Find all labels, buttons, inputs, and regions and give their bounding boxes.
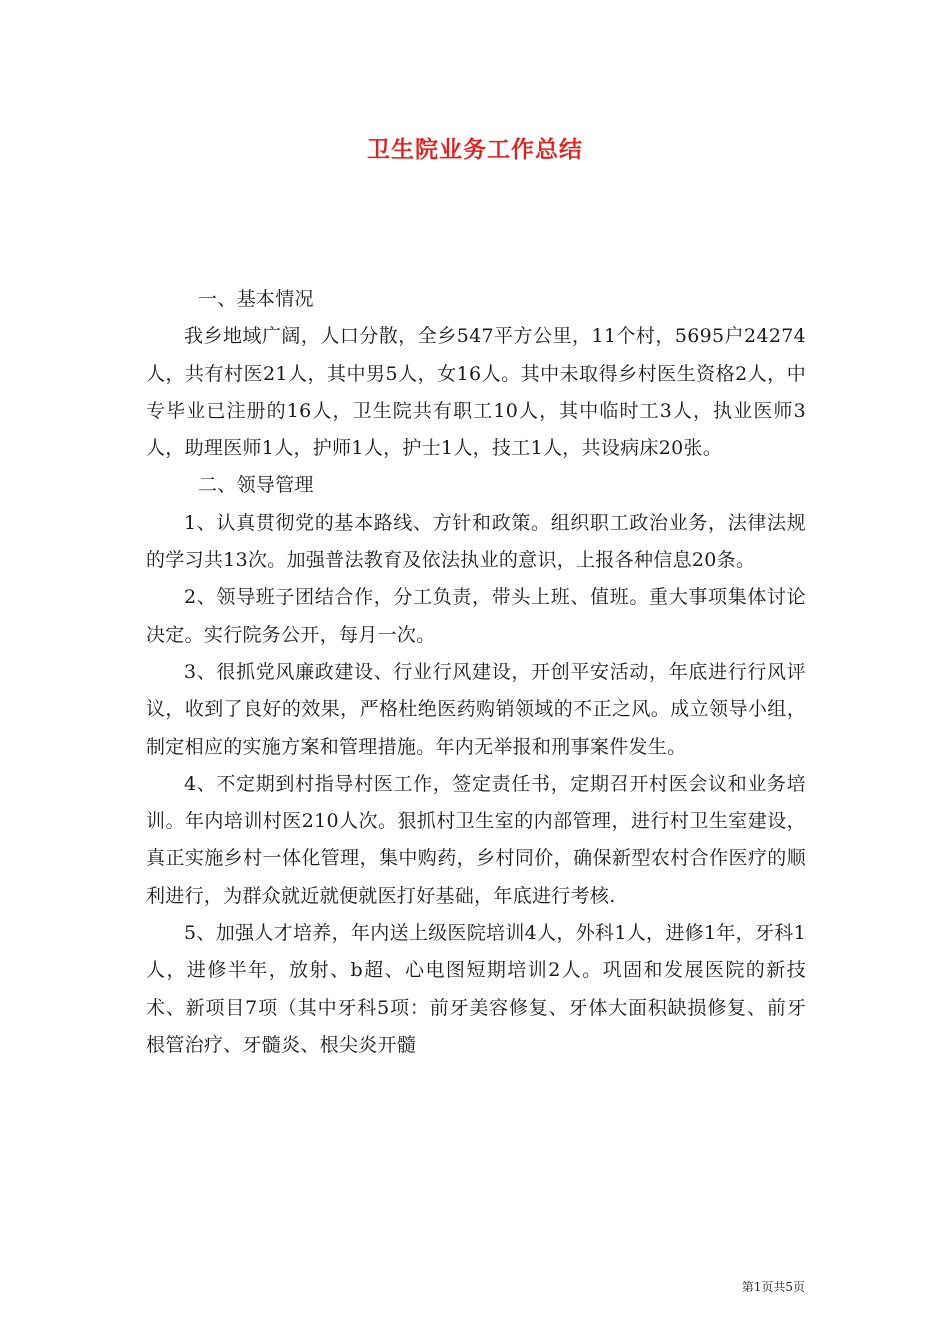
document-body [146, 281, 806, 1064]
body-paragraph: 我乡地域广阔，人口分散，全乡547平方公里，11个村，5695户24274人，共有村医21人，其中男5人，女16人。其中未取得乡村医生资格2人，中专毕业已注册的16人，卫生院共有职工10人，其中临时工3人，执业医师3人，助理医师1人，护师1人，护士1人，技工1人，共设病床20张。 [146, 325, 806, 460]
body-paragraph: 3、很抓党风廉政建设、行业行风建设，开创平安活动，年底进行行风评议，收到了良好的效果，严格杜绝医药购销领域的不正之风。成立领导小组，制定相应的实施方案和管理措施。年内无举报和刑事案件发生。 [146, 660, 806, 758]
body-paragraph: 4、不定期到村指导村医工作，签定责任书，定期召开村医会议和业务培训。年内培训村医210人次。狠抓村卫生室的内部管理，进行村卫生室建设，真正实施乡村一体化管理，集中购药，乡村同价，确保新型农村合作医疗的顺利进行，为群众就近就便就医打好基础，年底进行考核. [146, 772, 806, 907]
page-number: 第1页共5页 [741, 1280, 805, 1294]
body-paragraph: 2、领导班子团结合作，分工负责，带头上班、值班。重大事项集体讨论决定。实行院务公开，每月一次。 [146, 586, 806, 646]
body-paragraph: 5、加强人才培养，年内送上级医院培训4人，外科1人，进修1年，牙科1人，进修半年，放射、b超、心电图短期培训2人。巩固和发展医院的新技术、新项目7项（其中牙科5项：前牙美容修复、牙体大面积缺损修复、前牙根管治疗、牙髓炎、根尖炎开髓 [146, 922, 806, 1056]
body-paragraph: 1、认真贯彻党的基本路线、方针和政策。组织职工政治业务，法律法规的学习共13次。加强普法教育及依法执业的意识，上报各种信息20条。 [146, 511, 806, 572]
page-title: 卫生院业务工作总结 [367, 136, 583, 163]
section-heading: 二、领导管理 [198, 474, 314, 497]
section-heading: 一、基本情况 [198, 288, 314, 310]
